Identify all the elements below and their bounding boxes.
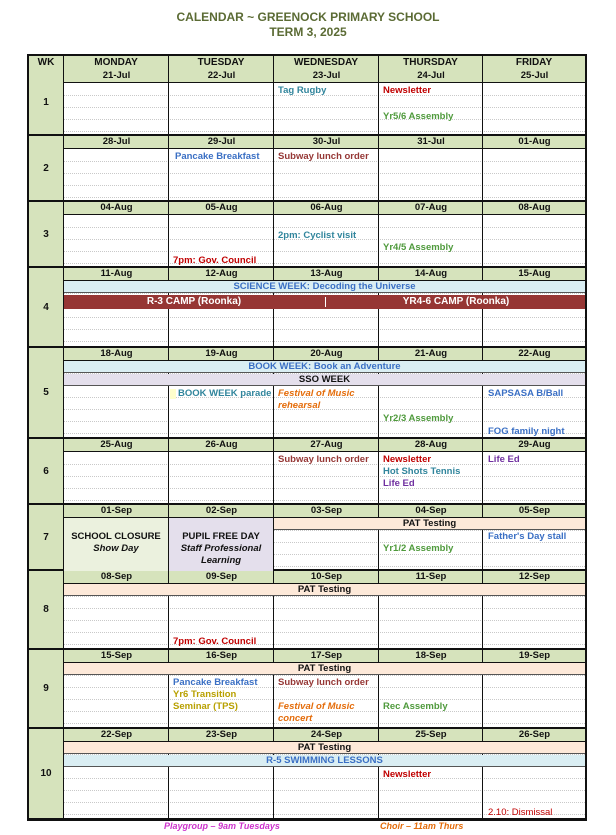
date-label: 01-Aug [518, 136, 551, 147]
grid-line [64, 227, 585, 228]
date-label: 20-Aug [310, 348, 343, 359]
date-label: 26-Aug [205, 439, 238, 450]
grid-line [64, 293, 585, 294]
column-divider [168, 70, 169, 134]
grid-line [64, 185, 585, 186]
grid-line [64, 790, 585, 791]
event-dismissal: 2.10: Dismissal [488, 807, 553, 818]
date-label: 19-Aug [205, 348, 238, 359]
week-row [29, 729, 585, 820]
staff-pl-learning: Learning [200, 555, 242, 566]
column-divider [482, 571, 483, 648]
date-band [63, 505, 585, 518]
event-newsletter: Newsletter [383, 769, 432, 780]
event-newsletter: Newsletter [383, 85, 432, 96]
date-band [63, 571, 585, 584]
date-label: 23-Jul [312, 70, 341, 81]
pat-testing-band: PAT Testing [64, 742, 585, 754]
date-label: 22-Jul [207, 70, 236, 81]
grid-line [64, 476, 585, 477]
date-label: 24-Sep [310, 729, 343, 740]
date-label: 16-Sep [205, 650, 238, 661]
column-divider [63, 650, 64, 727]
week-row [29, 202, 585, 268]
grid-line [64, 644, 585, 645]
event-subway-lunch: Subway lunch order [278, 151, 369, 162]
week-number: 1 [29, 70, 63, 134]
column-divider [168, 439, 169, 503]
header-thursday: THURSDAY [378, 56, 482, 70]
date-band [63, 136, 585, 149]
camp-r3: R-3 CAMP (Roonka) [64, 295, 324, 309]
date-label: 09-Sep [205, 571, 238, 582]
date-label: 18-Aug [100, 348, 133, 359]
date-label: 06-Aug [310, 202, 343, 213]
grid-line [64, 699, 585, 700]
week-number: 6 [29, 439, 63, 503]
event-concert: concert [278, 713, 313, 724]
date-label: 05-Sep [518, 505, 551, 516]
book-week-band: BOOK WEEK: Book an Adventure [64, 361, 585, 373]
column-divider [378, 650, 379, 727]
grid-line [64, 421, 585, 422]
column-divider [378, 505, 379, 569]
camp-yr46: YR4-6 CAMP (Roonka) [327, 295, 585, 309]
term-subtitle: TERM 3, 2025 [269, 25, 347, 39]
date-label: 05-Aug [205, 202, 238, 213]
pupil-free-day: PUPIL FREE DAY [182, 531, 260, 542]
grid-line [64, 119, 585, 120]
event-pancake-breakfast: Pancake Breakfast [175, 151, 260, 162]
column-divider [378, 136, 379, 200]
date-label: 21-Jul [102, 70, 131, 81]
show-day: Show Day [93, 543, 139, 554]
date-label: 29-Aug [518, 439, 551, 450]
week-number: 4 [29, 268, 63, 346]
date-label: 22-Aug [518, 348, 551, 359]
grid-line [64, 632, 585, 633]
date-label: 02-Sep [205, 505, 238, 516]
playgroup-note: Playgroup – 9am Tuesdays [164, 821, 280, 831]
grid-line [64, 488, 585, 489]
week-row [29, 136, 585, 202]
date-label: 03-Sep [310, 505, 343, 516]
event-life-ed: Life Ed [488, 454, 520, 465]
column-divider [168, 650, 169, 727]
grid-line [64, 173, 585, 174]
column-divider [273, 202, 274, 266]
event-assembly: Yr2/3 Assembly [383, 413, 454, 424]
pat-testing-band: PAT Testing [64, 663, 585, 675]
grid-line [64, 608, 585, 609]
column-divider [273, 505, 274, 569]
event-tag-rugby: Tag Rugby [278, 85, 327, 96]
header-monday: MONDAY [63, 56, 168, 70]
column-divider [63, 571, 64, 648]
pat-testing-band: PAT Testing [274, 518, 585, 530]
event-rec-assembly: Rec Assembly [383, 701, 448, 712]
date-band [63, 650, 585, 663]
pat-testing-band: PAT Testing [64, 584, 585, 596]
week-row [29, 505, 585, 571]
column-divider [63, 439, 64, 503]
calendar-title: CALENDAR ~ GREENOCK PRIMARY SCHOOL [176, 10, 440, 24]
date-label: 04-Sep [415, 505, 447, 516]
event-rehearsal: rehearsal [278, 400, 321, 411]
event-fathers-day: Father's Day stall [488, 531, 567, 542]
grid-line [64, 317, 585, 318]
column-divider [378, 571, 379, 648]
science-week-band: SCIENCE WEEK: Decoding the Universe [64, 281, 585, 293]
date-label: 12-Aug [205, 268, 238, 279]
date-band [63, 439, 585, 452]
date-label: 28-Jul [102, 136, 131, 147]
date-label: 18-Sep [415, 650, 447, 661]
column-divider [378, 439, 379, 503]
date-label: 04-Aug [100, 202, 133, 213]
column-divider [63, 70, 64, 134]
week-number: 8 [29, 571, 63, 648]
choir-note: Choir – 11am Thurs [380, 821, 464, 831]
date-label: 25-Aug [100, 439, 133, 450]
grid-line [64, 263, 585, 264]
sso-week-band: SSO WEEK [64, 374, 585, 386]
date-label: 17-Sep [310, 650, 343, 661]
event-hot-shots: Hot Shots Tennis [383, 466, 461, 477]
event-subway-lunch: Subway lunch order [278, 454, 369, 465]
column-divider [482, 136, 483, 200]
event-assembly: Yr1/2 Assembly [383, 543, 454, 554]
event-pancake-breakfast: Pancake Breakfast [173, 677, 258, 688]
date-label: 28-Aug [414, 439, 448, 450]
week-row [29, 348, 585, 439]
column-divider [273, 571, 274, 648]
event-cyclist-visit: 2pm: Cyclist visit [278, 230, 357, 241]
calendar-table [27, 54, 587, 821]
header-wednesday: WEDNESDAY [273, 56, 378, 70]
date-label: 25-Jul [520, 70, 549, 81]
week-number: 9 [29, 650, 63, 727]
date-band [63, 729, 585, 742]
date-label: 23-Sep [205, 729, 238, 740]
event-newsletter: Newsletter [383, 454, 432, 465]
column-divider [273, 439, 274, 503]
event-yr6-transition: Yr6 Transition [173, 689, 237, 700]
event-seminar: Seminar (TPS) [173, 701, 238, 712]
date-label: 29-Jul [207, 136, 236, 147]
column-divider [482, 70, 483, 134]
date-label: 15-Aug [518, 268, 551, 279]
grid-line [64, 778, 585, 779]
grid-line [64, 596, 585, 597]
date-label: 21-Aug [414, 348, 448, 359]
column-divider [168, 202, 169, 266]
date-label: 15-Sep [100, 650, 133, 661]
column-divider [378, 202, 379, 266]
header-friday: FRIDAY [482, 56, 585, 70]
event-festival-music: Festival of Music [278, 701, 355, 712]
column-divider [482, 439, 483, 503]
grid-line [64, 500, 585, 501]
header-row [29, 56, 585, 71]
grid-line [64, 620, 585, 621]
week-number: 3 [29, 202, 63, 266]
grid-line [64, 675, 585, 676]
date-label: 12-Sep [518, 571, 551, 582]
grid-line [64, 409, 585, 410]
grid-line [64, 329, 585, 330]
date-label: 08-Sep [100, 571, 133, 582]
event-gov-council: 7pm: Gov. Council [173, 255, 257, 266]
event-sapsasa: SAPSASA B/Ball [488, 388, 564, 399]
date-label: 08-Aug [518, 202, 551, 213]
event-subway-lunch: Subway lunch order [278, 677, 369, 688]
date-label: 07-Aug [414, 202, 448, 213]
event-festival-music: Festival of Music [278, 388, 355, 399]
staff-pl: Staff Professional [180, 543, 262, 554]
date-label: 31-Jul [417, 136, 445, 147]
event-assembly: Yr5/6 Assembly [383, 111, 454, 122]
date-label: 27-Aug [310, 439, 343, 450]
event-fog-night: FOG family night [488, 426, 565, 437]
grid-line [64, 341, 585, 342]
swimming-band: R-5 SWIMMING LESSONS [64, 755, 585, 767]
camp-divider [325, 297, 326, 307]
grid-line [64, 723, 585, 724]
grid-line [64, 802, 585, 803]
grid-line [64, 197, 585, 198]
column-divider [378, 70, 379, 134]
date-label: 25-Sep [415, 729, 447, 740]
date-label: 01-Sep [100, 505, 133, 516]
week-row [29, 439, 585, 505]
grid-line [64, 251, 585, 252]
parade-highlight [170, 389, 176, 399]
date-label: 11-Aug [100, 268, 133, 279]
date-band [63, 348, 585, 361]
date-band [63, 202, 585, 215]
school-closure: SCHOOL CLOSURE [71, 531, 161, 542]
column-divider [273, 136, 274, 200]
week-number: 7 [29, 505, 63, 569]
week-row [29, 650, 585, 729]
date-label: 13-Aug [310, 268, 343, 279]
event-gov-council: 7pm: Gov. Council [173, 636, 257, 647]
week-number: 10 [29, 729, 63, 818]
date-band [63, 268, 585, 281]
week-number: 2 [29, 136, 63, 200]
column-divider [273, 650, 274, 727]
column-divider [63, 136, 64, 200]
header-wk: WK [37, 57, 55, 68]
event-life-ed: Life Ed [383, 478, 415, 489]
week-row [29, 571, 585, 650]
date-label: 26-Sep [518, 729, 551, 740]
column-divider [168, 571, 169, 648]
event-assembly: Yr4/5 Assembly [383, 242, 454, 253]
column-divider [63, 202, 64, 266]
date-label: 22-Sep [100, 729, 133, 740]
column-divider [273, 70, 274, 134]
week-row [29, 268, 585, 348]
grid-line [64, 131, 585, 132]
column-divider [168, 136, 169, 200]
date-label: 30-Jul [312, 136, 341, 147]
date-band [63, 70, 585, 83]
date-label: 14-Aug [414, 268, 448, 279]
date-label: 11-Sep [415, 571, 447, 582]
column-divider [482, 202, 483, 266]
date-label: 24-Jul [417, 70, 445, 81]
date-label: 10-Sep [310, 571, 343, 582]
week-row [29, 70, 585, 136]
date-label: 19-Sep [518, 650, 551, 661]
header-tuesday: TUESDAY [168, 56, 273, 70]
week-number: 5 [29, 348, 63, 437]
column-divider [482, 505, 483, 569]
grid-line [64, 107, 585, 108]
column-divider [482, 650, 483, 727]
event-book-week-parade: BOOK WEEK parade [178, 388, 272, 399]
